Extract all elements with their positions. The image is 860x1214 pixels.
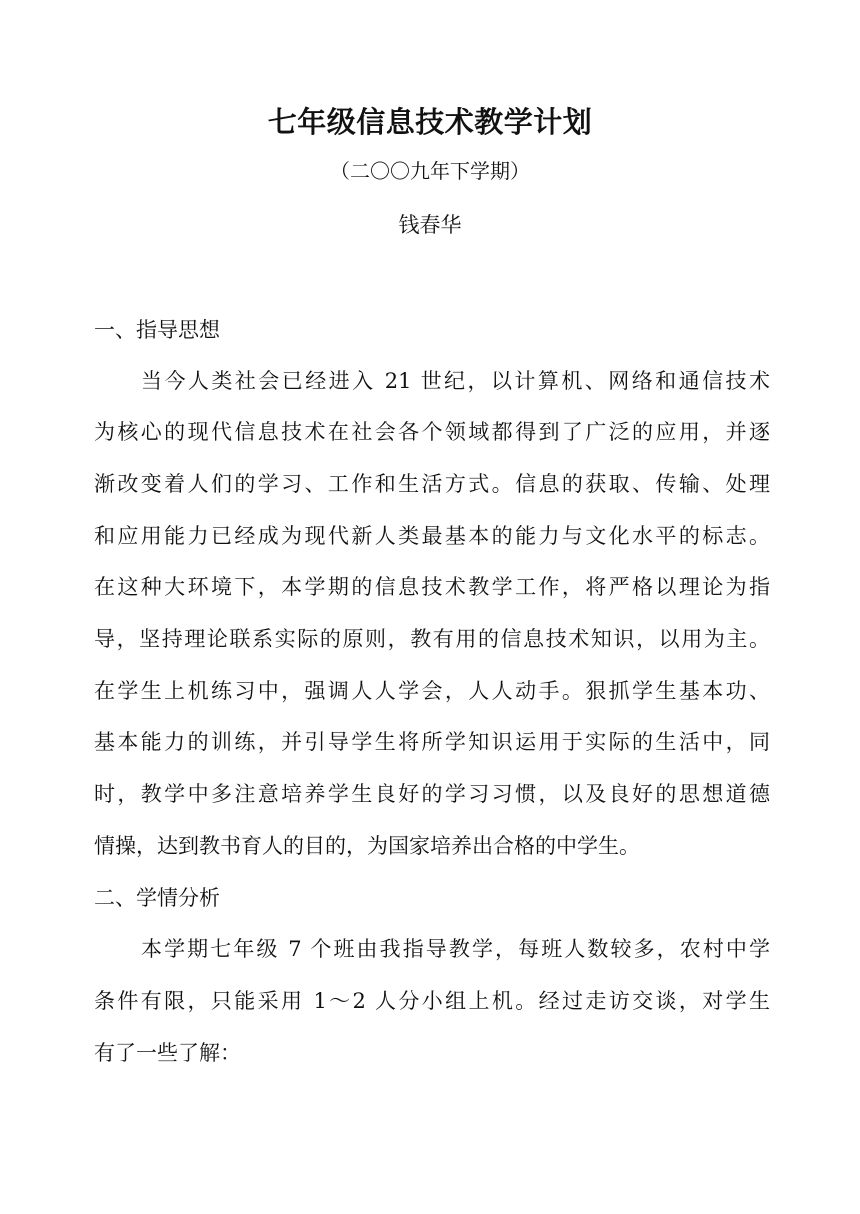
- document-subtitle: （二〇〇九年下学期）: [330, 159, 530, 183]
- paragraph-line: 条件有限，只能采用 1～2 人分小组上机。经过走访交谈，对学生: [94, 989, 770, 1013]
- paragraph-line: 本学期七年级 7 个班由我指导教学，每班人数较多，农村中学: [141, 937, 770, 961]
- paragraph-line: 导，坚持理论联系实际的原则，教有用的信息技术知识，以用为主。: [94, 627, 770, 651]
- paragraph-line: 和应用能力已经成为现代新人类最基本的能力与文化水平的标志。: [94, 524, 770, 548]
- document-title: 七年级信息技术教学计划: [267, 105, 593, 139]
- paragraph-line: 渐改变着人们的学习、工作和生活方式。信息的获取、传输、处理: [94, 472, 770, 496]
- paragraph-line: 基本能力的训练，并引导学生将所学知识运用于实际的生活中，同: [94, 730, 770, 754]
- paragraph-line: 情操，达到教书育人的目的，为国家培养出合格的中学生。: [94, 834, 640, 858]
- paragraph-line: 在学生上机练习中，强调人人学会，人人动手。狠抓学生基本功、: [94, 679, 770, 703]
- paragraph-line: 当今人类社会已经进入 21 世纪，以计算机、网络和通信技术: [141, 369, 770, 393]
- paragraph-line: 为核心的现代信息技术在社会各个领域都得到了广泛的应用，并逐: [94, 420, 770, 444]
- document-author: 钱春华: [398, 213, 462, 237]
- paragraph-line: 在这种大环境下，本学期的信息技术教学工作，将严格以理论为指: [94, 575, 770, 599]
- section-heading-guiding-ideology: 一、指导思想: [94, 318, 220, 342]
- paragraph-line: 有了一些了解：: [94, 1041, 241, 1065]
- paragraph-line: 时，教学中多注意培养学生良好的学习习惯，以及良好的思想道德: [94, 782, 770, 806]
- section-heading-student-analysis: 二、学情分析: [94, 886, 220, 910]
